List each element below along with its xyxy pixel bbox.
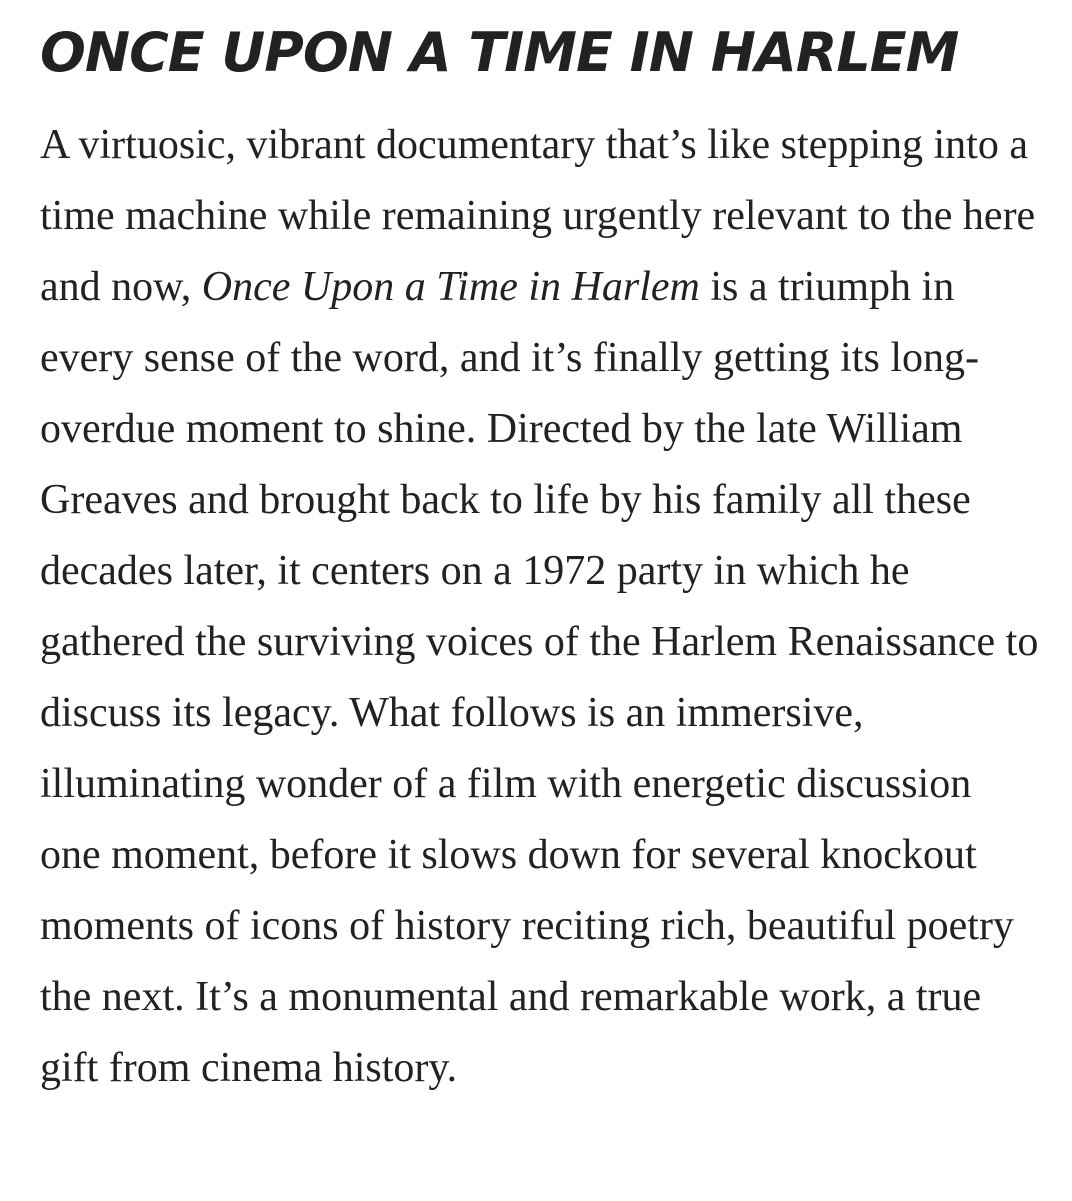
film-title-heading: ONCE UPON A TIME IN HARLEM — [40, 21, 959, 84]
paragraph-text-intro: A virtuosic, vibrant documentary that’s like stepping into a time machine while remaining urgently relevant to the here and now, — [40, 122, 1036, 310]
paragraph-film-title-italic: Once Upon a Time in Harlem — [201, 264, 700, 310]
review-paragraph — [40, 110, 1040, 1104]
review-article — [40, 18, 1040, 1104]
paragraph-text-body: is a triumph in every sense of the word, and it’s finally getting its long-overdue moment to shine. Directed by the late William Greaves and brought back to life by his family all these decades later, it centers on a 1972 party in which he gathered the surviving voices of the Harlem Renaissance to discuss its legacy. What follows is an immersive, illuminating wonder of a film with energetic discussion one moment, before it slows down for several knockout moments of icons of history reciting rich, beautiful poetry the next. It’s a monumental and remarkable work, a true gift from cinema history. — [40, 264, 1039, 1091]
